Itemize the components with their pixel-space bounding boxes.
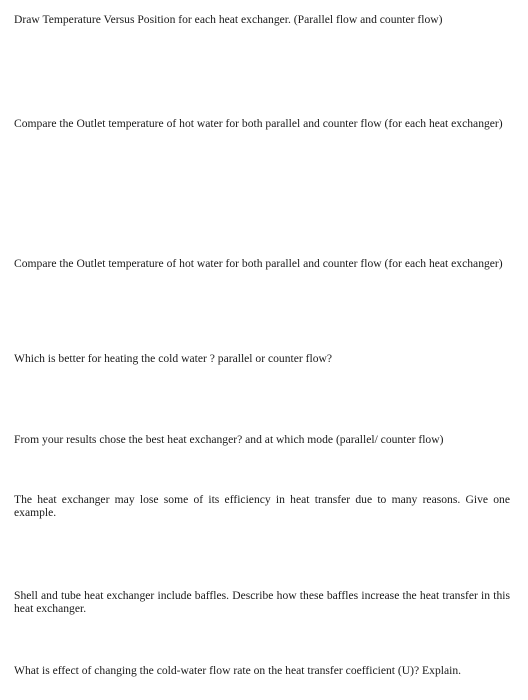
question-6: The heat exchanger may lose some of its efficiency in heat transfer due to many reasons. Give one example.: [14, 493, 510, 519]
question-7: Shell and tube heat exchanger include baffles. Describe how these baffles increase the heat transfer in this heat exchanger.: [14, 589, 510, 615]
question-5: From your results chose the best heat exchanger? and at which mode (parallel/ counter flow): [14, 433, 444, 446]
question-2: Compare the Outlet temperature of hot water for both parallel and counter flow (for each heat exchanger): [14, 117, 503, 130]
question-8: What is effect of changing the cold-water flow rate on the heat transfer coefficient (U)? Explain.: [14, 664, 462, 677]
question-3: Compare the Outlet temperature of hot water for both parallel and counter flow (for each heat exchanger): [14, 257, 503, 270]
question-1: Draw Temperature Versus Position for each heat exchanger. (Parallel flow and counter flow): [14, 13, 443, 26]
question-4: Which is better for heating the cold water ? parallel or counter flow?: [14, 352, 333, 365]
